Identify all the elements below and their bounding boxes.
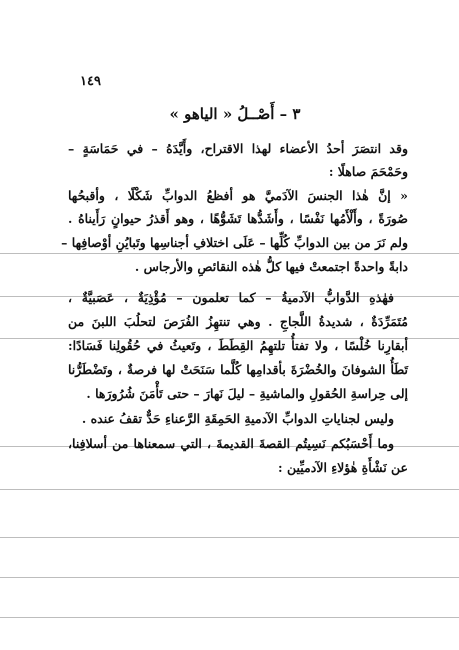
text-line: تَطَأُ الشوفانَ والخُضْرَةَ بأقدامِها كُلَّما سَنَحَتْ لها فرصةٌ ، وتَضْطَرُّنا xyxy=(68,362,408,377)
ruling-line xyxy=(0,537,459,538)
section-heading: ٣ – أَصْــلُ « الياهو » xyxy=(169,105,301,123)
text-line: دابةً واحدةً اجتمعتْ فيها كلُّ هٰذه النقائصِ والأرجاس . xyxy=(134,259,408,274)
text-line: وليس لجناياتِ الدوابِّ الآدميةِ الحَمِقَةِ الرَّعناءِ حَدٌّ تقفُ عنده . xyxy=(81,411,394,426)
ruling-line xyxy=(0,253,459,254)
text-line: وقد انتصَرَ أحدُ الأعضاء لهذا الاقتراح، وأَيَّدَهُ – في حَمَاسَةٍ – xyxy=(68,141,408,156)
text-line: ولم نَرَ من بين الدوابِّ كُلِّها – عَلَى اختلافِ أجناسِها وتَبايُنِ أوْصافِها – xyxy=(61,235,408,250)
text-line: وما أَحْسَبُكم نَسِيتُم القصةَ القديمةَ ، التي سمعناها من أسلافِنا، xyxy=(68,436,394,451)
text-line: عن نَشْأَةِ هٰؤلاءِ الآدميِّين : xyxy=(278,460,408,475)
text-line: « إنَّ هٰذا الجنسَ الآدَميَّ هو أفظعُ الدوابِّ شَكْلًا ، وأقبحُها xyxy=(68,188,408,203)
text-line: وحَمْحَمَ صاهلًا : xyxy=(328,164,408,179)
ruling-line xyxy=(0,577,459,578)
text-line: مُتَمَرِّدَةٌ ، شديدةُ اللَّجاجِ . وهي تنتهِزُ الفُرَصَ لتحلُبَ اللبنَ من xyxy=(68,314,408,329)
page-number: ١٤٩ xyxy=(80,74,101,89)
ruling-line xyxy=(0,489,459,490)
text-line: أبقارِنا خُلْسًا ، ولا تفتأُ تلتهِمُ القِطَطَ ، وتَعيثُ في حُقُولِنا فَسَادًا: xyxy=(68,338,408,353)
text-line: إلى حِراسةِ الحُقولِ والماشيةِ – ليلَ نَهارَ – حتى تَأْمَنَ شُرُورَها . xyxy=(86,386,408,401)
text-line: فهٰذهِ الدَّوابُّ الآدميةُ – كما تعلمون – مُؤْذِيَةٌ ، عَصَبيَّةٌ ، xyxy=(68,290,394,305)
text-line: صُورَةً ، وأَلْأَمُها نَفْسًا ، وأَشَدُّها تَشَوُّهًا ، وهو أَقذرُ حيوانٍ رَأَيناهُ . xyxy=(68,211,408,226)
ruling-line xyxy=(0,617,459,618)
